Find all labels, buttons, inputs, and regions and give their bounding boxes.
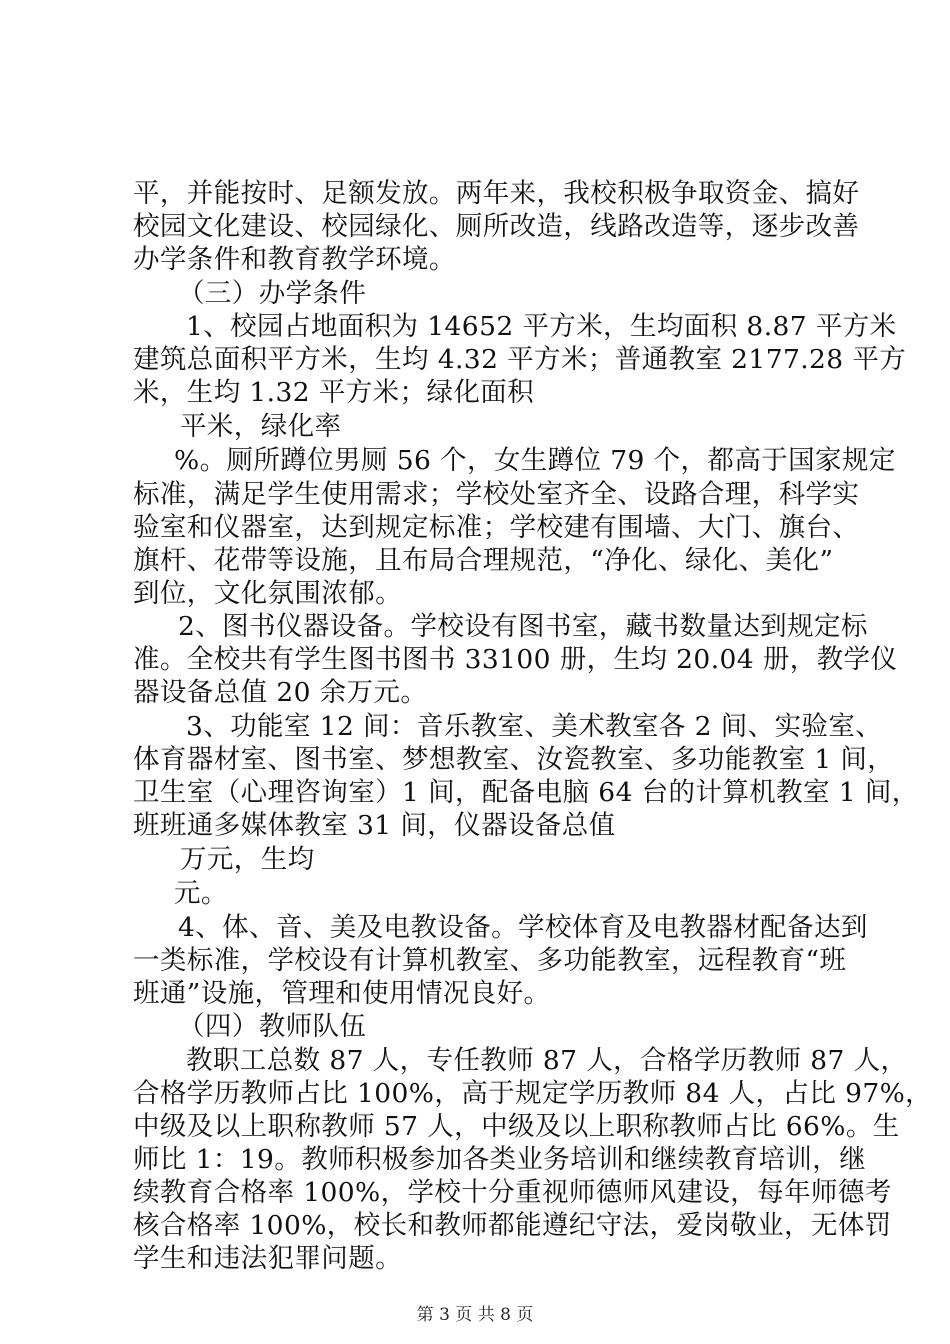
body-line: 准。全校共有学生图书图书 33100 册，生均 20.04 册，教学仪 [133, 644, 898, 675]
body-line: 元。 [174, 878, 228, 909]
section-heading: （三）办学条件 [178, 278, 367, 309]
body-line: 4、体、音、美及电教设备。学校体育及电教器材配备达到 [178, 912, 868, 943]
body-line: 建筑总面积平方米，生均 4.32 平方米；普通教室 2177.28 平方 [133, 344, 907, 375]
section-heading: （四）教师队伍 [178, 1011, 367, 1042]
body-line: 班班通多媒体教室 31 间，仪器设备总值 [133, 810, 616, 841]
body-line: 续教育合格率 100%，学校十分重视师德师风建设，每年师德考 [133, 1177, 892, 1208]
body-line: 到位，文化氛围浓郁。 [133, 578, 402, 609]
body-line: 校园文化建设、校园绿化、厕所改造，线路改造等，逐步改善 [133, 211, 860, 242]
body-line: 核合格率 100%，校长和教师都能遵纪守法，爱岗敬业，无体罚 [133, 1210, 892, 1241]
body-line: 体育器材室、图书室、梦想教室、汝瓷教室、多功能教室 1 间， [133, 744, 895, 775]
body-line: 验室和仪器室，达到规定标准；学校建有围墙、大门、旗台、 [133, 512, 860, 543]
body-line: 2、图书仪器设备。学校设有图书室，藏书数量达到规定标 [178, 611, 868, 642]
body-line: 标准，满足学生使用需求；学校处室齐全、设路合理，科学实 [133, 479, 860, 510]
body-line: 平，并能按时、足额发放。两年来，我校积极争取资金、搞好 [133, 178, 860, 209]
body-line: 教职工总数 87 人，专任教师 87 人，合格学历教师 87 人， [186, 1045, 908, 1076]
body-line: 3、功能室 12 间：音乐教室、美术教室各 2 间、实验室、 [186, 711, 883, 742]
body-line: 1、校园占地面积为 14652 平方米，生均面积 8.87 平方米 [186, 311, 897, 342]
body-line: 中级及以上职称教师 57 人，中级及以上职称教师占比 66%。生 [133, 1111, 900, 1142]
body-line: 旗杆、花带等设施，且布局合理规范，“净化、绿化、美化” [133, 545, 834, 576]
body-line: 班通”设施，管理和使用情况良好。 [133, 978, 551, 1009]
body-line: 卫生室（心理咨询室）1 间，配备电脑 64 台的计算机教室 1 间， [133, 777, 919, 808]
body-line: %。厕所蹲位男厕 56 个，女生蹲位 79 个，都高于国家规定 [174, 445, 896, 476]
body-line: 学生和违法犯罪问题。 [133, 1243, 402, 1274]
body-line: 师比 1：19。教师积极参加各类业务培训和继续教育培训，继 [133, 1144, 867, 1175]
body-line: 一类标准，学校设有计算机教室、多功能教室，远程教育“班 [133, 945, 847, 976]
body-line: 器设备总值 20 余万元。 [133, 677, 428, 708]
body-line: 米，生均 1.32 平方米；绿化面积 [133, 377, 535, 408]
body-line: 合格学历教师占比 100%，高于规定学历教师 84 人，占比 97%， [133, 1078, 933, 1109]
body-line: 平米，绿化率 [180, 411, 342, 442]
body-line: 办学条件和教育教学环境。 [133, 244, 456, 275]
page-number-footer: 第 3 页 共 8 页 [416, 1305, 534, 1325]
body-line: 万元，生均 [180, 844, 315, 875]
